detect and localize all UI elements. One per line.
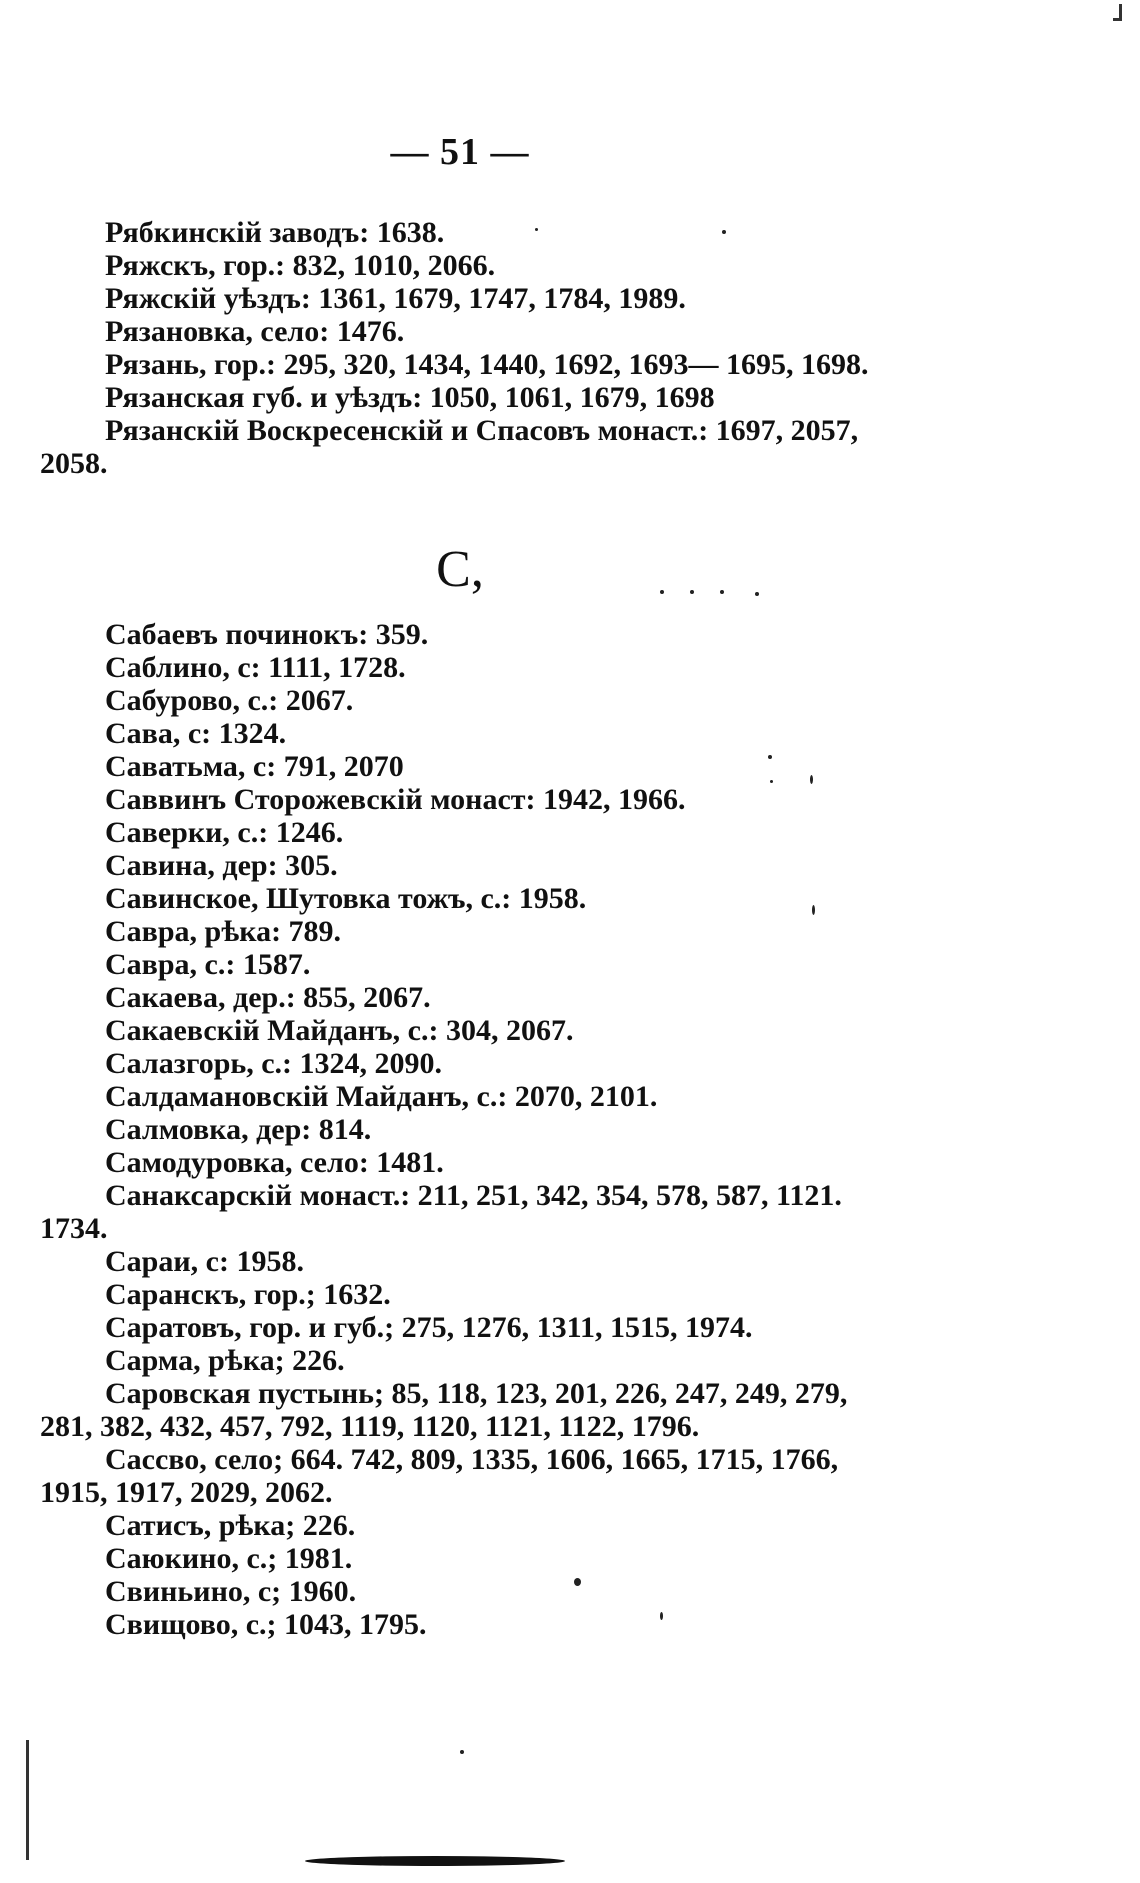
index-entry: Саватьма, с: 791, 2070: [105, 750, 404, 783]
index-entry: Салмовка, дер: 814.: [105, 1113, 372, 1146]
scan-speck: [755, 592, 759, 596]
index-entry: Самодуровка, село: 1481.: [105, 1146, 444, 1179]
scan-speck: [660, 590, 664, 594]
index-entry: Саверки, с.: 1246.: [105, 816, 344, 849]
index-entry: Савина, дер: 305.: [105, 849, 338, 882]
index-entry: Сабурово, с.: 2067.: [105, 684, 354, 717]
index-entry: Савра, с.: 1587.: [105, 948, 311, 981]
scan-speck: [722, 230, 726, 234]
scan-speck: [535, 228, 538, 231]
index-entries-s: [40, 618, 900, 1641]
index-entry: Савра, рѣка: 789.: [105, 915, 342, 948]
index-entry: Рябкинскій заводъ: 1638.: [105, 216, 445, 249]
scan-speck: [720, 590, 724, 594]
index-entry: Сатисъ, рѣка; 226.: [105, 1509, 356, 1542]
index-entry: Сассво, село; 664. 742, 809, 1335, 1606, 1665, 1715, 1766, 1915, 1917, 2029, 2062.: [40, 1443, 839, 1509]
scan-speck: [812, 905, 815, 915]
index-entry: Рязанскій Воскресенскій и Спасовъ монаст.: 1697, 2057, 2058.: [40, 414, 859, 480]
index-entry: Рязанская губ. и уѣздъ: 1050, 1061, 1679, 1698: [105, 381, 715, 414]
index-entry: Савинское, Шутовка тожъ, с.: 1958.: [105, 882, 587, 915]
scan-speck: [460, 1750, 464, 1754]
index-entry: Сараи, с: 1958.: [105, 1245, 304, 1278]
index-entry: Сава, с: 1324.: [105, 717, 287, 750]
section-heading: С,: [436, 541, 484, 598]
scan-speck: [810, 775, 813, 784]
index-entry: Ряжскій уѣздъ: 1361, 1679, 1747, 1784, 1989.: [105, 282, 686, 315]
index-entry: Саровская пустынь; 85, 118, 123, 201, 226, 247, 249, 279, 281, 382, 432, 457, 792, 1119, 1120, 1121, 1122, 1796.: [40, 1377, 848, 1443]
scan-speck: [690, 590, 694, 594]
scan-speck: [660, 1612, 663, 1620]
index-entry: Сакаевскій Майданъ, с.: 304, 2067.: [105, 1014, 574, 1047]
index-entries-r: [40, 216, 900, 480]
index-entry: Салдамановскій Майданъ, с.: 2070, 2101.: [105, 1080, 658, 1113]
index-entry: Сарма, рѣка; 226.: [105, 1344, 345, 1377]
scan-speck: [768, 755, 772, 759]
scan-speck: [770, 780, 773, 783]
scan-speck: [574, 1578, 581, 1586]
index-entry: Рязань, гор.: 295, 320, 1434, 1440, 1692, 1693— 1695, 1698.: [105, 348, 869, 381]
index-entry: Саранскъ, гор.; 1632.: [105, 1278, 391, 1311]
corner-mark: [1113, 4, 1122, 21]
index-entry: Свищово, с.; 1043, 1795.: [105, 1608, 427, 1641]
index-entry: Саратовъ, гор. и губ.; 275, 1276, 1311, 1515, 1974.: [105, 1311, 753, 1344]
index-entry: Сакаева, дер.: 855, 2067.: [105, 981, 431, 1014]
margin-rule: [26, 1740, 29, 1860]
index-entry: Рязановка, село: 1476.: [105, 315, 405, 348]
index-entry: Свиньино, с; 1960.: [105, 1575, 357, 1608]
index-entry: Санаксарскій монаст.: 211, 251, 342, 354, 578, 587, 1121. 1734.: [40, 1179, 842, 1245]
index-entry: Саблино, с: 1111, 1728.: [105, 651, 406, 684]
index-entry: Ряжскъ, гор.: 832, 1010, 2066.: [105, 249, 496, 282]
page-number: — 51 —: [390, 131, 530, 173]
index-entry: Саввинъ Сторожевскій монаст: 1942, 1966.: [105, 783, 686, 816]
index-entry: Салазгорь, с.: 1324, 2090.: [105, 1047, 443, 1080]
index-entry: Саюкино, с.; 1981.: [105, 1542, 353, 1575]
index-entry: Сабаевъ починокъ: 359.: [105, 618, 429, 651]
bottom-flourish: [305, 1856, 565, 1866]
